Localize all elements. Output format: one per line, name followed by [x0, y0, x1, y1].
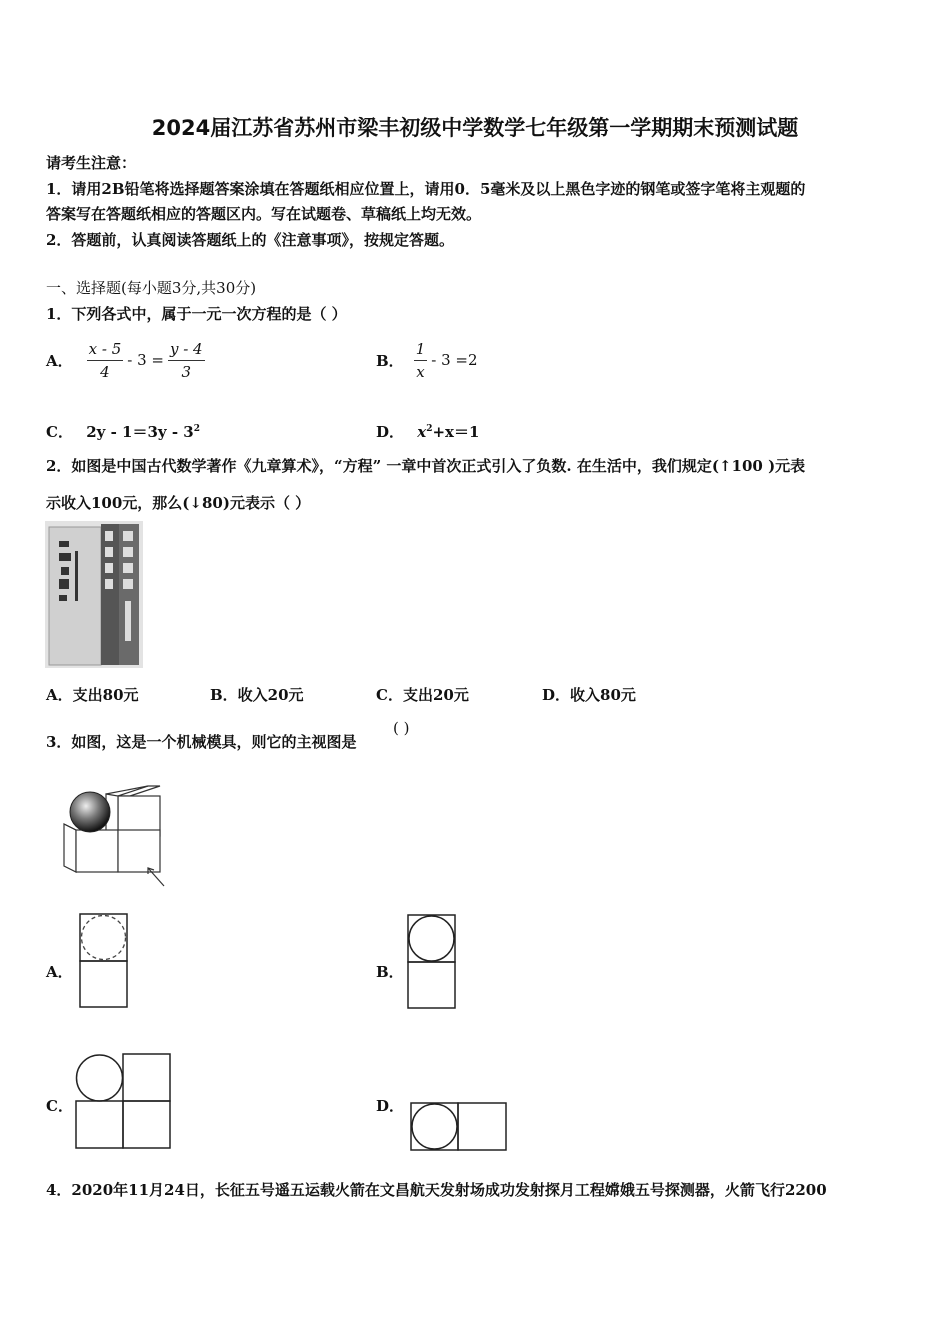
q1-b-frac — [414, 340, 428, 381]
q1-stem: 1．下列各式中，属于一元一次方程的是（ ） — [46, 305, 347, 323]
q2-option-a: A．支出80元 — [46, 686, 139, 704]
q3-option-c-figure — [75, 1053, 172, 1150]
q1-a-mid: - 3 = — [127, 351, 164, 369]
q1-option-d — [376, 421, 479, 442]
q1-b-rest: - 3 =2 — [431, 351, 478, 369]
q1-a-label: A． — [46, 351, 73, 370]
q1-d-rest: +x＝1 — [432, 423, 480, 441]
q2-option-d: D．收入80元 — [542, 686, 636, 704]
q1-d-sup: 2 — [426, 424, 433, 434]
q1-option-a — [46, 335, 205, 385]
q3-d-label: D． — [376, 1097, 405, 1115]
q1-a-num-1: x - 5 — [87, 340, 124, 361]
q1-a-den-1: 4 — [100, 362, 110, 381]
page-title: 2024届江苏省苏州市梁丰初级中学数学七年级第一学期期末预测试题 — [151, 116, 799, 140]
mold-figure — [60, 784, 170, 890]
notice-heading: 请考生注意： — [46, 154, 137, 172]
q1-c-label: C． — [46, 423, 73, 441]
q4-line-1: 4．2020年11月24日，长征五号遥五运载火箭在文昌航天发射场成功发射探月工程嫦娥五号探测器，火箭飞行2200 — [46, 1181, 827, 1199]
q2-line-1: 2．如图是中国古代数学著作《九章算术》，“方程” 一章中首次正式引入了负数. 在生活中，我们规定(↑100 )元表 — [46, 457, 806, 475]
q3-c-label: C． — [46, 1097, 73, 1115]
section-heading: 一、选择题(每小题3分,共30分) — [46, 279, 257, 297]
q1-option-b — [376, 335, 478, 385]
q2-line-2: 示收入100元，那么(↓80)元表示（ ） — [46, 494, 311, 512]
q1-d-x: x — [417, 423, 427, 441]
q1-c-sup: 2 — [193, 424, 200, 434]
q3-a-label: A． — [46, 963, 73, 981]
q1-a-num-2: y - 4 — [168, 340, 205, 361]
book-cover-image — [45, 521, 143, 668]
q3-b-label: B． — [376, 963, 404, 981]
notice-line-1b: 答案写在答题纸相应的答题区内。写在试题卷、草稿纸上均无效。 — [46, 205, 482, 223]
q1-a-frac-2 — [168, 340, 205, 381]
q3-option-a-figure — [79, 913, 129, 1009]
q3-stem: 3．如图，这是一个机械模具，则它的主视图是 — [46, 733, 357, 751]
q3-option-d-figure — [410, 1102, 508, 1152]
q3-option-b-figure — [407, 914, 457, 1010]
q1-option-c — [46, 421, 200, 442]
q2-option-c: C．支出20元 — [376, 686, 469, 704]
q1-b-label: B． — [376, 351, 404, 370]
q1-c-expr: 2y - 1＝3y - 3 — [86, 423, 194, 441]
q1-a-den-2: 3 — [181, 362, 192, 381]
q1-b-den: x — [416, 362, 425, 381]
q2-option-b: B．收入20元 — [210, 686, 304, 704]
notice-line-1a: 1．请用2B铅笔将选择题答案涂填在答题纸相应位置上，请用0．5毫米及以上黑色字迹的钢笔或签字笔将主观题的 — [46, 180, 806, 198]
q1-a-frac-1 — [87, 340, 124, 381]
q1-d-label: D． — [376, 423, 405, 441]
q3-paren: ( ) — [393, 719, 410, 737]
notice-line-2: 2．答题前，认真阅读答题纸上的《注意事项》，按规定答题。 — [46, 231, 454, 249]
q1-b-num: 1 — [414, 340, 428, 361]
